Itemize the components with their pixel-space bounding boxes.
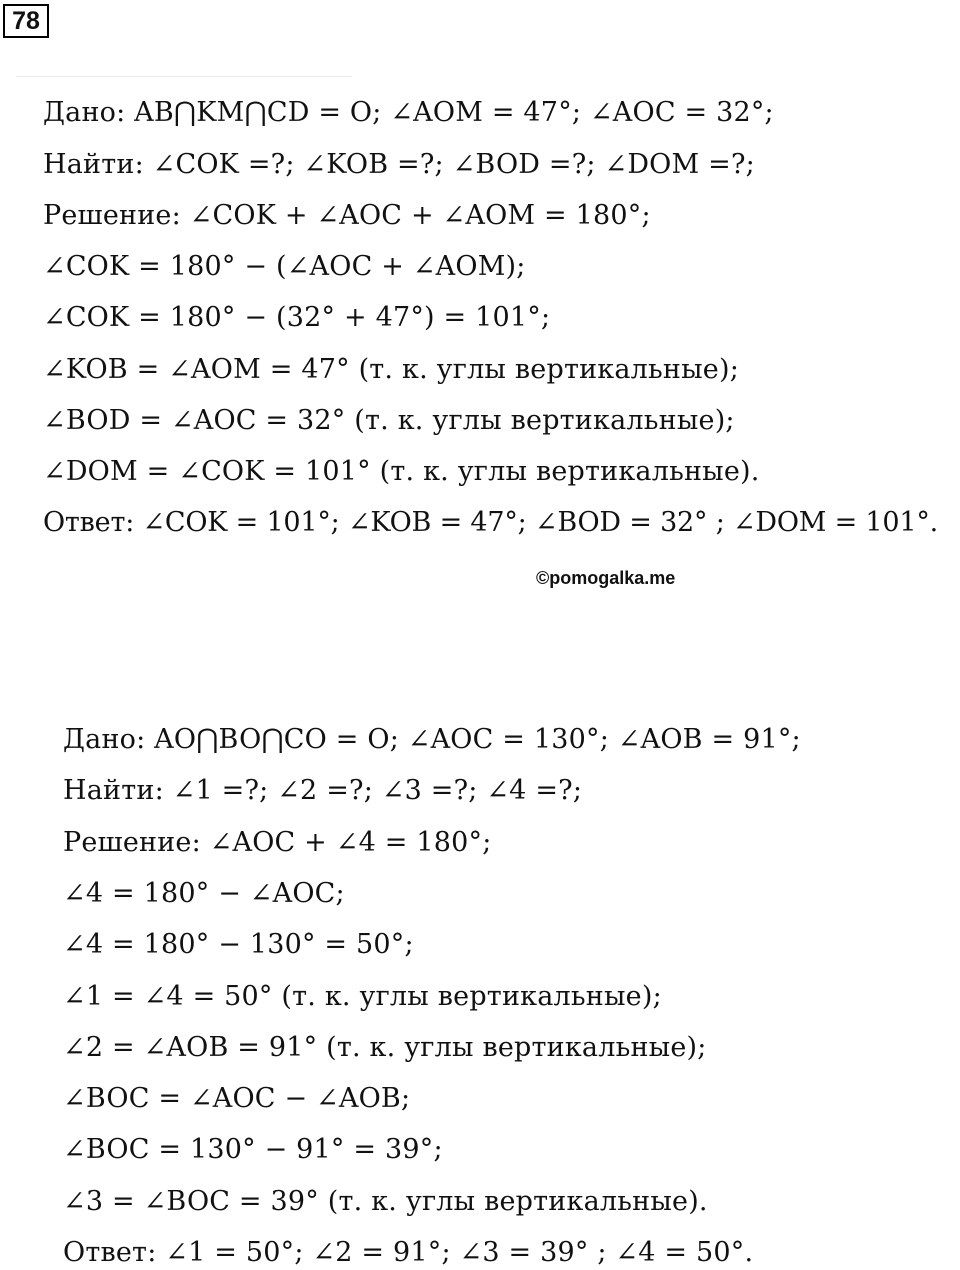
answer-line: Ответ: ∠COK = 101°; ∠KOB = 47°; ∠BOD = 32° ; ∠DOM = 101°. <box>43 507 939 538</box>
given-line: Дано: AO⋂BO⋂CO = O; ∠AOC = 130°; ∠AOB = 91°; <box>63 724 801 755</box>
step-line: ∠BOC = ∠AOC − ∠AOB; <box>63 1083 411 1114</box>
step-line: ∠1 = ∠4 = 50° (т. к. углы вертикальные); <box>63 981 662 1012</box>
given-line: Дано: AB⋂KM⋂CD = O; ∠AOM = 47°; ∠AOC = 32°; <box>43 97 774 128</box>
problem-number-badge: 78 <box>3 4 49 38</box>
answer-line: Ответ: ∠1 = 50°; ∠2 = 91°; ∠3 = 39° ; ∠4 = 50°. <box>63 1237 754 1268</box>
step-line: ∠4 = 180° − 130° = 50°; <box>63 929 414 960</box>
step-line: ∠3 = ∠BOC = 39° (т. к. углы вертикальные). <box>63 1186 708 1217</box>
solution-line: Решение: ∠COK + ∠AOC + ∠AOM = 180°; <box>43 200 651 231</box>
step-line: ∠4 = 180° − ∠AOC; <box>63 878 345 909</box>
step-line: ∠BOD = ∠AOC = 32° (т. к. углы вертикальные); <box>43 405 735 436</box>
solution-line: Решение: ∠AOC + ∠4 = 180°; <box>63 827 492 858</box>
step-line: ∠BOC = 130° − 91° = 39°; <box>63 1134 443 1165</box>
divider-line <box>16 76 352 77</box>
step-line: ∠KOB = ∠AOM = 47° (т. к. углы вертикальные); <box>43 354 740 385</box>
step-line: ∠DOM = ∠COK = 101° (т. к. углы вертикальные). <box>43 456 760 487</box>
step-line: ∠COK = 180° − (∠AOC + ∠AOM); <box>43 251 526 282</box>
find-line: Найти: ∠1 =?; ∠2 =?; ∠3 =?; ∠4 =?; <box>63 775 583 806</box>
step-line: ∠2 = ∠AOB = 91° (т. к. углы вертикальные); <box>63 1032 707 1063</box>
watermark-text: ©pomogalka.me <box>536 568 676 588</box>
find-line: Найти: ∠COK =?; ∠KOB =?; ∠BOD =?; ∠DOM =?; <box>43 149 755 180</box>
step-line: ∠COK = 180° − (32° + 47°) = 101°; <box>43 302 551 333</box>
